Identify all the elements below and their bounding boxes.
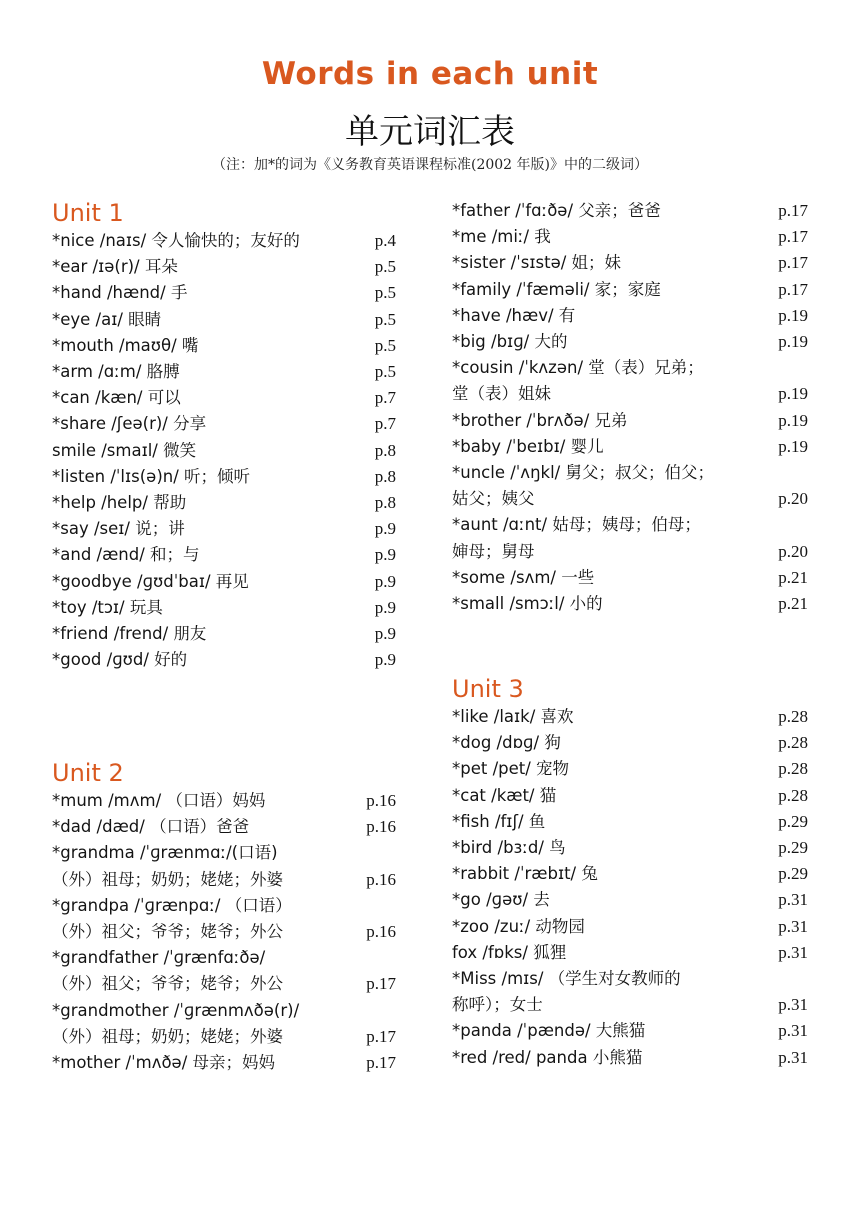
- vocab-word: *pet /pet/ 宠物: [452, 759, 570, 779]
- vocab-word: *grandmother /ˈɡrænmʌðə(r)/: [52, 1000, 300, 1020]
- vocab-entry: [452, 224, 814, 250]
- vocab-word: *good /ɡʊd/ 好的: [52, 650, 188, 670]
- unit-2-continued-section: [452, 198, 814, 617]
- page-number: p.8: [374, 466, 396, 486]
- page-number: p.9: [374, 545, 396, 565]
- vocab-word: *mother /ˈmʌðə/ 母亲；妈妈: [52, 1053, 276, 1073]
- vocab-word: *mum /mʌm/ （口语）妈妈: [52, 791, 266, 810]
- vocab-entry: [52, 788, 412, 814]
- vocab-word: *family /ˈfæməli/ 家；家庭: [452, 279, 661, 299]
- vocab-word: *ear /ɪə(r)/ 耳朵: [52, 257, 178, 277]
- vocab-word: *have /hæv/ 有: [452, 305, 576, 325]
- page-number: p.9: [374, 650, 396, 670]
- vocab-entry: [452, 966, 814, 1018]
- vocab-word-continued: 堂（表）姐妹: [452, 384, 551, 404]
- vocab-word: *small /smɔːl/ 小的: [452, 594, 603, 614]
- page-number: p.9: [374, 571, 396, 591]
- vocab-entry: [452, 198, 814, 224]
- page-number: p.17: [778, 227, 808, 247]
- vocab-word: *cat /kæt/ 猫: [452, 785, 557, 805]
- page-number: p.20: [778, 541, 808, 561]
- page-number: p.21: [778, 594, 808, 614]
- vocab-word: *sister /ˈsɪstə/ 姐；妹: [452, 253, 622, 273]
- page-number: p.31: [778, 916, 808, 936]
- vocab-word: *mouth /maʊθ/ 嘴: [52, 335, 199, 355]
- vocab-entry: [452, 565, 814, 591]
- vocab-word: *rabbit /ˈræbɪt/ 兔: [452, 864, 598, 884]
- vocab-word: *and /ænd/ 和；与: [52, 545, 200, 565]
- vocab-entry: [52, 998, 412, 1050]
- vocab-word: *aunt /ɑːnt/ 姑母；姨母；伯母；: [452, 515, 701, 535]
- vocab-entry: [452, 940, 814, 966]
- vocab-entry: [452, 730, 814, 756]
- vocab-word: *bird /bɜːd/ 鸟: [452, 838, 566, 858]
- vocab-word: *hand /hænd/ 手: [52, 283, 188, 303]
- page-number: p.5: [374, 335, 396, 355]
- vocab-entry: [52, 280, 412, 306]
- vocab-entry: [452, 277, 814, 303]
- vocab-entry: [52, 945, 412, 997]
- page-number: p.19: [778, 305, 808, 325]
- vocab-word: *grandpa /ˈɡrænpɑː/ （口语）: [52, 895, 292, 915]
- page-number: p.31: [778, 1021, 808, 1041]
- vocab-entry: [452, 250, 814, 276]
- unit-heading: Unit 1: [52, 199, 124, 227]
- page-number: p.9: [374, 519, 396, 539]
- vocab-word-continued: 称呼）；女士: [452, 995, 543, 1015]
- vocab-entry: [52, 814, 412, 840]
- page-number: p.19: [778, 436, 808, 456]
- page-number: p.17: [778, 201, 808, 220]
- vocab-entry: [52, 307, 412, 333]
- vocab-entry: [52, 359, 412, 385]
- vocab-entry: [452, 303, 814, 329]
- vocab-entry: [52, 621, 412, 647]
- unit-1-section: [52, 198, 412, 673]
- page-number: p.17: [366, 974, 396, 994]
- vocab-entry: [52, 893, 412, 945]
- vocab-entry: [452, 835, 814, 861]
- page-number: p.28: [778, 733, 808, 753]
- page-number: p.16: [366, 922, 396, 942]
- vocab-entry: [452, 329, 814, 355]
- page-number: p.8: [374, 493, 396, 513]
- vocab-word: *can /kæn/ 可以: [52, 388, 181, 408]
- page-number: p.28: [778, 759, 808, 779]
- page-number: p.7: [374, 388, 396, 408]
- page-number: p.4: [374, 231, 396, 250]
- vocab-word-continued: （外）祖母；奶奶；姥姥；外婆: [52, 869, 283, 889]
- vocab-entry: [52, 490, 412, 516]
- page-number: p.21: [778, 567, 808, 587]
- vocab-word-continued: 姑父；姨父: [452, 489, 535, 509]
- page-number: p.5: [374, 362, 396, 382]
- vocab-entry: [452, 861, 814, 887]
- vocab-entry: [52, 254, 412, 280]
- vocab-word: *some /sʌm/ 一些: [452, 567, 595, 587]
- vocab-entry: [452, 809, 814, 835]
- vocab-word: *uncle /ˈʌŋkl/ 舅父；叔父；伯父；: [452, 463, 714, 483]
- vocab-word: *fish /fɪʃ/ 鱼: [452, 811, 546, 831]
- page-number: p.31: [778, 995, 808, 1015]
- page-number: p.19: [778, 332, 808, 352]
- vocab-word-continued: （外）祖父；爷爷；姥爷；外公: [52, 974, 283, 994]
- vocab-entry: [452, 1045, 814, 1071]
- vocab-word: *red /red/ panda 小熊猫: [452, 1047, 643, 1067]
- vocab-entry: [52, 438, 412, 464]
- page-number: p.17: [366, 1053, 396, 1073]
- vocab-entry: [452, 914, 814, 940]
- page-number: p.16: [366, 817, 396, 837]
- page-note: （注：加*的词为《义务教育英语课程标准(2002 年版)》中的二级词）: [211, 157, 648, 173]
- vocab-word: *me /miː/ 我: [452, 227, 551, 247]
- vocab-word: *eye /aɪ/ 眼睛: [52, 309, 162, 329]
- vocab-entry: [452, 887, 814, 913]
- unit-heading: Unit 3: [452, 675, 524, 703]
- vocab-entry: [52, 1050, 412, 1076]
- page-number: p.31: [778, 890, 808, 910]
- page-number: p.17: [778, 253, 808, 273]
- page-number: p.19: [778, 384, 808, 404]
- vocab-word: *grandma /ˈɡrænmɑː/(口语): [52, 843, 278, 863]
- page-number: p.29: [778, 811, 808, 831]
- vocab-entry: [52, 411, 412, 437]
- vocab-word: *brother /ˈbrʌðə/ 兄弟: [452, 410, 628, 430]
- vocab-entry: [52, 333, 412, 359]
- left-column: [52, 198, 412, 1098]
- vocab-entry: [452, 1018, 814, 1044]
- unit-3-section: [452, 674, 814, 1071]
- vocab-entry: [452, 756, 814, 782]
- vocab-word: *nice /naɪs/ 令人愉快的；友好的: [52, 231, 300, 250]
- vocab-word: *arm /ɑːm/ 胳膊: [52, 362, 180, 382]
- vocab-entry: [52, 569, 412, 595]
- vocab-entry: [52, 464, 412, 490]
- page-number: p.31: [778, 1047, 808, 1067]
- vocab-entry: [52, 516, 412, 542]
- vocab-entry: [452, 512, 814, 564]
- vocab-word: *help /help/ 帮助: [52, 493, 187, 513]
- unit-2-section: [52, 758, 412, 1076]
- vocab-word: *goodbye /ɡʊdˈbaɪ/ 再见: [52, 571, 249, 591]
- page-subtitle: 单元词汇表: [345, 112, 515, 152]
- page-number: p.31: [778, 942, 808, 962]
- page-number: p.29: [778, 838, 808, 858]
- page-number: p.5: [374, 257, 396, 277]
- vocab-word: *dog /dɒɡ/ 狗: [452, 733, 561, 753]
- vocab-word: *cousin /ˈkʌzən/ 堂（表）兄弟；: [452, 358, 704, 378]
- vocab-entry: [52, 647, 412, 673]
- right-column: [452, 198, 814, 1098]
- vocab-word: *say /seɪ/ 说；讲: [52, 519, 185, 539]
- page-number: p.9: [374, 624, 396, 644]
- page-number: p.17: [366, 1026, 396, 1046]
- vocab-entry: [52, 840, 412, 892]
- page-number: p.5: [374, 309, 396, 329]
- page-number: p.28: [778, 785, 808, 805]
- vocab-entry: [452, 783, 814, 809]
- vocab-word: *zoo /zuː/ 动物园: [452, 916, 585, 936]
- vocab-word: fox /fɒks/ 狐狸: [452, 942, 567, 962]
- vocab-entry: [52, 595, 412, 621]
- vocab-entry: [452, 460, 814, 512]
- vocab-entry: [52, 228, 412, 254]
- vocab-word: *big /bɪɡ/ 大的: [452, 332, 568, 352]
- page-number: p.7: [374, 414, 396, 434]
- vocab-word: *go /ɡəʊ/ 去: [452, 890, 550, 910]
- page-title: Words in each unit: [261, 56, 599, 92]
- page-number: p.17: [778, 279, 808, 299]
- vocab-entry: [452, 408, 814, 434]
- vocab-entry: [452, 355, 814, 407]
- vocab-word: *father /ˈfɑːðə/ 父亲；爸爸: [452, 201, 661, 220]
- vocab-word-continued: （外）祖父；爷爷；姥爷；外公: [52, 922, 283, 942]
- page-number: p.29: [778, 864, 808, 884]
- vocab-entry: [452, 704, 814, 730]
- vocab-word: *like /laɪk/ 喜欢: [452, 707, 574, 726]
- vocab-entry: [452, 591, 814, 617]
- vocab-word: *Miss /mɪs/ （学生对女教师的: [452, 969, 681, 989]
- vocab-word: *dad /dæd/ （口语）爸爸: [52, 817, 250, 837]
- vocab-word: *baby /ˈbeɪbɪ/ 婴儿: [452, 436, 604, 456]
- vocab-entry: [52, 385, 412, 411]
- page-number: p.5: [374, 283, 396, 303]
- page-number: p.28: [778, 707, 808, 726]
- page-number: p.16: [366, 869, 396, 889]
- vocab-word: *share /ʃeə(r)/ 分享: [52, 414, 207, 434]
- vocab-entry: [452, 434, 814, 460]
- page-number: p.9: [374, 597, 396, 617]
- vocab-word: smile /smaɪl/ 微笑: [52, 440, 197, 460]
- vocab-entry: [52, 542, 412, 568]
- unit-heading: Unit 2: [52, 759, 124, 787]
- page-number: p.20: [778, 489, 808, 509]
- vocab-word: *panda /ˈpændə/ 大熊猫: [452, 1021, 646, 1041]
- page-number: p.8: [374, 440, 396, 460]
- vocab-word-continued: 婶母；舅母: [452, 541, 535, 561]
- page-number: p.19: [778, 410, 808, 430]
- vocab-word: *grandfather /ˈɡrænfɑːðə/: [52, 948, 266, 968]
- vocab-word: *friend /frend/ 朋友: [52, 624, 207, 644]
- vocab-word: *listen /ˈlɪs(ə)n/ 听；倾听: [52, 466, 251, 486]
- vocab-word: *toy /tɔɪ/ 玩具: [52, 597, 163, 617]
- page-number: p.16: [366, 791, 396, 810]
- vocab-word-continued: （外）祖母；奶奶；姥姥；外婆: [52, 1026, 283, 1046]
